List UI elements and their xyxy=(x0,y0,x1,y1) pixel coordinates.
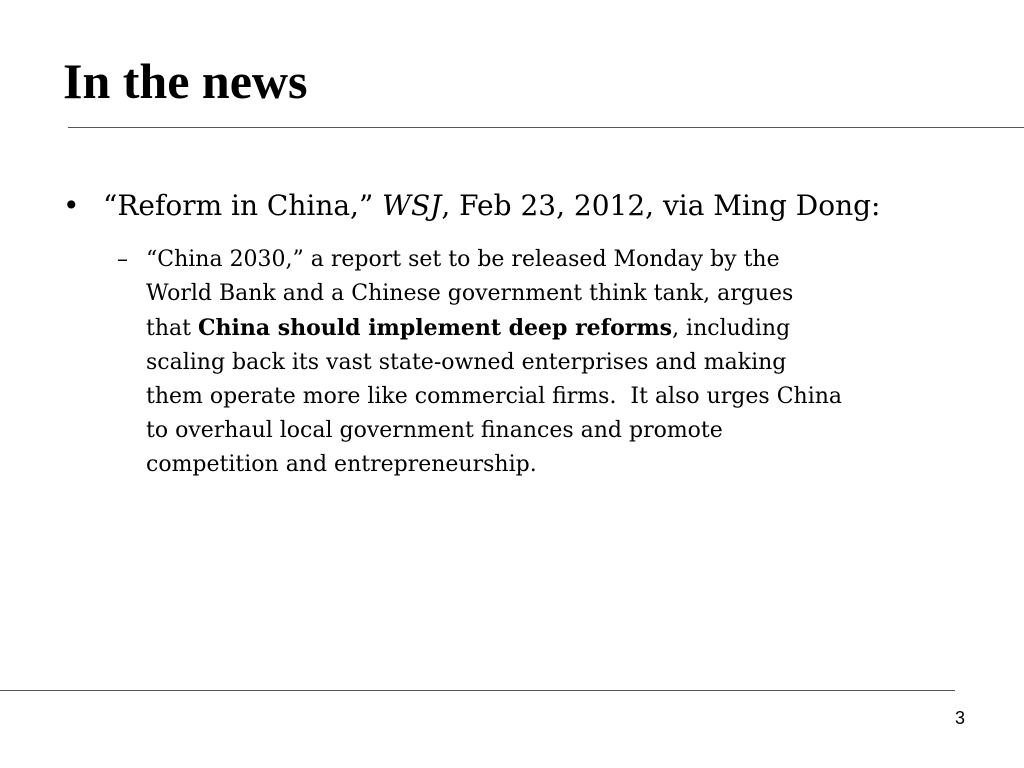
bullet-text-after: , Feb 23, 2012, via Ming Dong: xyxy=(441,189,881,222)
sub-line-3-after: , including xyxy=(672,316,791,341)
page-number: 3 xyxy=(954,708,965,728)
bullet-text-before: “Reform in China,” xyxy=(103,189,383,222)
sub-line-5: them operate more like commercial firms. It also urges China xyxy=(146,384,843,409)
sub-line-2: World Bank and a Chinese government think tank, argues xyxy=(146,281,794,306)
sub-line-6: to overhaul local government finances and promote xyxy=(146,418,723,443)
slide-title: In the news xyxy=(63,53,308,109)
bullet-text xyxy=(103,186,881,226)
sub-line-7: competition and entrepreneurship. xyxy=(146,452,537,477)
sub-bullet-marker: – xyxy=(117,247,128,272)
sub-line-3-before: that xyxy=(146,316,198,341)
sub-line-3-emphasis: China should implement deep reforms xyxy=(197,315,673,341)
sub-line-4: scaling back its vast state-owned enterprises and making xyxy=(146,350,787,375)
bullet-source: WSJ xyxy=(382,189,442,222)
title-divider xyxy=(68,127,1024,128)
footer-divider xyxy=(0,690,955,691)
bullet-marker: • xyxy=(63,189,80,222)
sub-bullet-text xyxy=(146,243,936,482)
sub-line-3 xyxy=(146,311,936,346)
sub-line-1: “China 2030,” a report set to be released Monday by the xyxy=(146,247,780,272)
